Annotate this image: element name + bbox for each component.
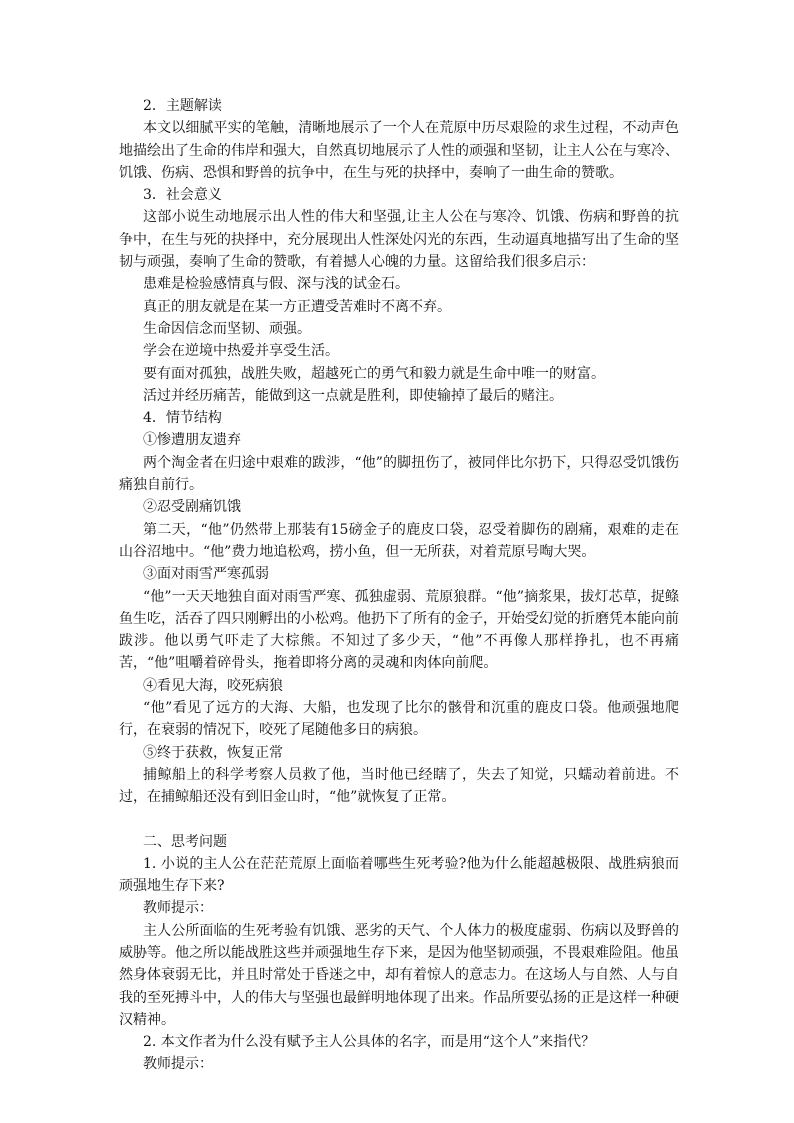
document-content: [119, 95, 679, 1076]
question-2: 2. 本文作者为什么没有赋予主人公具体的名字，而是用“这个人”来指代？: [143, 1034, 596, 1051]
plot-item-body: 第二天，“他”仍然带上那装有15磅金子的鹿皮口袋，忍受着脚伤的剧痛，艰难的走在山谷沼地中。“他”费力地追松鸡，捞小鱼，但一无所获，对着荒原号啕大哭。: [119, 521, 679, 560]
section-heading-theme: 2．主题解读: [143, 98, 222, 114]
plot-item-body: “他”看见了远方的大海、大船，也发现了比尔的骸骨和沉重的鹿皮口袋。他顽强地爬行，在衰弱的情况下，咬死了尾随他多日的病狼。: [119, 700, 679, 739]
hint-label-2: 教师提示：: [143, 1056, 213, 1073]
answer-1: 主人公所面临的生死考验有饥饿、恶劣的天气、个人体力的极度虚弱、伤病以及野兽的威胁等。他之所以能战胜这些并顽强地生存下来，是因为他坚韧顽强，不畏艰难险阻。他虽然身体衰弱无比，并且时常处于昏迷之中，却有着惊人的意志力。在这场人与自然、人与自我的至死搏斗中，人的伟大与坚强也最鲜明地体现了出来。作品所要弘扬的正是这样一种硬汉精神。: [119, 922, 679, 1028]
section-heading-plot: 4．情节结构: [143, 410, 222, 427]
hint-label-1: 教师提示：: [143, 900, 213, 917]
spacer: [119, 809, 679, 831]
plot-item-title: ⑤终于获救，恢复正常: [143, 744, 283, 761]
plot-item-title: ①惨遭朋友遗弃: [143, 432, 241, 449]
plot-item-body: “他”一天天地独自面对雨雪严寒、孤独虚弱、荒原狼群。“他”摘浆果，拔灯芯草，捉鲦鱼生吃，活吞了四只刚孵出的小松鸡。他扔下了所有的金子，开始受幻觉的折磨凭本能向前跋涉。他以勇气吓走了大棕熊。不知过了多少天，“他”不再像人那样挣扎，也不再痛苦，“他”咀嚼着碎骨头，拖着即将分离的灵魂和肉体向前爬。: [119, 588, 679, 672]
paragraph-theme: 本文以细腻平实的笔触，清晰地展示了一个人在荒原中历尽艰险的求生过程，不动声色地描绘出了生命的伟岸和强大，自然真切地展示了人性的顽强和坚韧，让主人公在与寒冷、饥饿、伤病、恐惧和野兽的抗争中，在生与死的抉择中，奏响了一曲生命的赞歌。: [119, 120, 679, 181]
plot-item-title: ②忍受剧痛饥饿: [143, 499, 241, 516]
paragraph-social: 这部小说生动地展示出人性的伟大和坚强,让主人公在与寒冷、饥饿、伤病和野兽的抗争中，在生与死的抉择中，充分展现出人性深处闪光的东西，生动逼真地描写出了生命的坚韧与顽强，奏响了生命的赞歌，有着撼人心魄的力量。这留给我们很多启示：: [119, 209, 679, 271]
list-item: 活过并经历痛苦，能做到这一点就是胜利，即使输掉了最后的赌注。: [143, 387, 563, 404]
plot-item-title: ③面对雨雪严寒孤弱: [143, 566, 269, 583]
section-heading-questions: 二、思考问题: [143, 833, 227, 850]
list-item: 患难是检验感情真与假、深与浅的试金石。: [143, 276, 409, 293]
list-item: 要有面对孤独，战胜失败，超越死亡的勇气和毅力就是生命中唯一的财富。: [143, 365, 605, 382]
list-item: 真正的朋友就是在某一方正遭受苦难时不离不弃。: [143, 298, 451, 315]
plot-item-body: 捕鲸船上的科学考察人员救了他，当时他已经瞎了，失去了知觉，只蠕动着前进。不过，在捕鲸船还没有到旧金山时，“他”就恢复了正常。: [119, 766, 679, 806]
section-heading-social: 3．社会意义: [143, 187, 222, 204]
question-1: 1. 小说的主人公在茫茫荒原上面临着哪些生死考验?他为什么能超越极限、战胜病狼而顽强地生存下来?: [119, 855, 679, 895]
plot-item-body: 两个淘金者在归途中艰难的跋涉，“他”的脚扭伤了，被同伴比尔扔下，只得忍受饥饿伤痛独自前行。: [119, 454, 679, 494]
list-item: 生命因信念而坚韧、顽强。: [143, 320, 311, 337]
plot-item-title: ④看见大海，咬死病狼: [143, 677, 283, 694]
list-item: 学会在逆境中热爱并享受生活。: [143, 343, 339, 360]
